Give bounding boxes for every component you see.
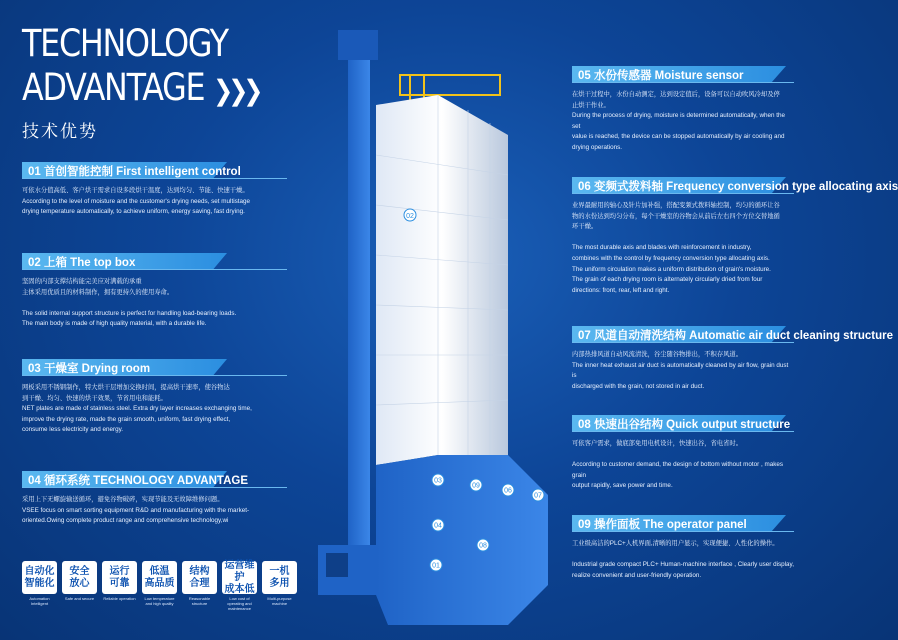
section-line	[572, 550, 794, 561]
marker-label: 06	[504, 487, 512, 495]
section-line: realize convenient and user-friendly operation.	[572, 571, 702, 579]
marker-label: 03	[434, 477, 442, 485]
section-line: value is reached, the device can be stopped automatically by air cooling and	[572, 133, 785, 141]
section-line: drying temperature automatically, to achieve uniform, energy saving, fast drying.	[22, 208, 245, 216]
badge-en: Reliable operation	[103, 596, 136, 601]
section-heading	[572, 415, 794, 432]
badge-cn-1: 一机	[269, 565, 290, 577]
section-line: 网板采用不锈钢制作，特大烘干层增加交换时间，提高烘干速率，使谷物达	[22, 384, 230, 391]
left-section-3	[22, 359, 287, 436]
badge-box	[22, 561, 57, 594]
section-heading-text: 02 上箱 The top box	[28, 256, 136, 269]
section-line: directions: front, rear, left and right.	[572, 286, 670, 294]
top-railing	[400, 75, 500, 95]
furnace-door	[326, 553, 348, 577]
right-section-3	[572, 326, 894, 392]
section-line: 可依客户需求，做底部免用电机设计，快速出谷，省电省时。	[572, 440, 743, 447]
right-section-4	[572, 415, 794, 492]
section-line: 内部热排风道自动风流清洗，谷尘随谷物排出，不积存风道。	[572, 351, 743, 358]
section-line: The most durable axis and blades with reinforcement in industry,	[572, 244, 752, 252]
section-line	[572, 450, 794, 461]
section-line: According to customer demand, the design of bottom without motor , makes grain	[572, 461, 784, 479]
marker-label: 09	[472, 482, 480, 490]
elevator-head	[338, 30, 378, 60]
section-line: The solid internal support structure is perfect for handling load-bearing loads.	[22, 309, 237, 317]
section-heading	[572, 326, 894, 343]
badge-cn-2: 智能化	[24, 577, 55, 589]
badge-en: Safe and secure	[64, 596, 95, 601]
section-heading	[22, 471, 287, 488]
section-body	[572, 539, 794, 581]
marker-label: 08	[479, 542, 487, 550]
section-heading-text: 04 循环系统 TECHNOLOGY ADVANTAGE	[28, 474, 249, 487]
section-heading	[22, 162, 287, 179]
left-section-1	[22, 162, 287, 218]
section-line: 坚固的内部支撑结构能完美应对满载的承重	[22, 278, 142, 285]
badge-box	[62, 561, 97, 594]
section-heading-text: 01 首创智能控制 First intelligent control	[28, 165, 241, 178]
section-line: 止烘干作业。	[572, 101, 610, 109]
section-heading-text: 03 干燥室 Drying room	[28, 362, 151, 375]
section-line: VSEE focus on smart sorting equipment R&D and manufacturing with the market-	[22, 506, 250, 514]
section-heading-text: 09 操作面板 The operator panel	[578, 518, 747, 531]
feature-badge	[142, 561, 177, 605]
section-line: 业界最耐用的轴心及针片加补强，搭配变频式拨料轴控制，均匀的循环让谷	[572, 202, 780, 209]
marker-label: 01	[432, 562, 440, 570]
right-section-1	[572, 66, 794, 154]
section-line: combines with the control by frequency conversion type allocating axis.	[572, 254, 770, 262]
section-line: 环干燥。	[572, 223, 598, 231]
section-line: The inner heat exhaust air duct is automatically cleaned by air flow, grain dust is	[572, 361, 789, 380]
section-body	[572, 350, 794, 392]
chevron-arrows-icon: ❯❯❯	[213, 74, 259, 107]
section-line: 物的水份达到均匀分布，每个干燥室的谷物会从前后左右四个方位交替地循	[572, 212, 780, 220]
title-line-1: TECHNOLOGY	[22, 22, 228, 65]
bucket-elevator	[348, 50, 370, 595]
badge-cn-1: 低温	[149, 565, 170, 577]
badge-box	[182, 561, 217, 594]
section-heading	[22, 253, 287, 270]
left-section-2	[22, 253, 287, 330]
section-line: NET plates are made of stainless steel. Extra dry layer increases exchanging time,	[22, 405, 252, 413]
badge-box	[102, 561, 137, 594]
badge-cn-2: 高品质	[144, 577, 175, 589]
section-heading	[572, 66, 794, 83]
feature-badge	[182, 561, 217, 605]
section-line: The uniform circulation makes a uniform distribution of grain's moisture.	[572, 265, 771, 273]
section-line	[572, 233, 794, 244]
section-heading	[572, 177, 898, 194]
badge-cn-1: 安全	[69, 565, 90, 577]
badge-cn-2: 可靠	[109, 577, 130, 589]
section-line: oriented.Owing complete product range and comprehensive technology,wi	[22, 517, 229, 525]
section-line: drying operations.	[572, 143, 623, 151]
section-line: 可依水分值高低、客户烘干需求自设多段烘干温度，达到均匀、节能、快速干燥。	[22, 187, 249, 194]
badge-en: Automation Intelligent	[29, 596, 50, 606]
title-line-2	[22, 66, 258, 113]
badge-en: Low cost of operating and maintenance	[227, 596, 252, 611]
badge-en: Multi-purpose machine	[267, 596, 292, 606]
section-line: According to the level of moisture and the customer's drying needs, set multistage	[22, 197, 251, 205]
section-heading-text: 08 快速出谷结构 Quick output structure	[578, 418, 791, 431]
section-heading-text: 05 水份传感器 Moisture sensor	[578, 69, 744, 82]
hopper-base	[376, 455, 548, 625]
section-line: output rapidly, save power and time.	[572, 482, 673, 490]
section-line: Industrial grade compact PLC+ Human-machine interface , Clearly user display,	[572, 561, 794, 569]
marker-label: 02	[406, 213, 414, 220]
badge-en: Low temperature and high quality	[144, 596, 175, 606]
section-body	[22, 277, 287, 330]
feature-badge	[62, 561, 97, 605]
section-heading	[572, 515, 794, 532]
section-line: discharged with the grain, not stored in air duct.	[572, 382, 705, 390]
section-heading	[22, 359, 287, 376]
section-heading-text: 07 风道自动清洗结构 Automatic air duct cleaning structure	[578, 329, 894, 342]
feature-badge	[222, 559, 257, 611]
badge-cn-2: 多用	[269, 577, 290, 589]
badge-box	[222, 561, 257, 594]
badge-box	[142, 561, 177, 594]
section-body	[22, 495, 287, 527]
grain-dryer-illustration	[318, 25, 558, 635]
marker-label: 07	[534, 492, 542, 500]
section-line: The main body is made of high quality material, with a durable life.	[22, 320, 207, 328]
section-line: 工业级高洁的PLC+人机界面,清晰的用户显示，实现便捷、人性化的操作。	[572, 540, 779, 547]
right-section-2	[572, 177, 898, 296]
section-body	[572, 90, 794, 154]
right-section-5	[572, 515, 794, 581]
badge-cn-1: 自动化	[24, 565, 55, 577]
badge-cn-2: 成本低	[224, 583, 255, 595]
feature-badges	[22, 559, 297, 611]
section-body	[572, 201, 794, 296]
title-line-2-text: ADVANTAGE	[22, 66, 205, 109]
feature-badge	[22, 561, 57, 605]
section-line: consume less electricity and energy.	[22, 426, 124, 434]
section-line: The grain of each drying room is alternately circularly dried from four	[572, 276, 763, 284]
badge-box	[262, 561, 297, 594]
hero-title	[22, 22, 297, 142]
feature-badge	[262, 561, 297, 605]
section-line: improve the drying rate, made the grain smooth, uniform, fast drying effect,	[22, 415, 231, 423]
section-line: 采用上下无螺旋输送循环，避免谷物破碎，实现节能及无故障维修问题。	[22, 496, 224, 503]
badge-cn-2: 放心	[69, 577, 90, 589]
badge-cn-1: 运行	[109, 565, 130, 577]
badge-cn-2: 合理	[189, 577, 210, 589]
feature-badge	[102, 561, 137, 605]
section-heading-text: 06 变频式拨料轴 Frequency conversion type allocating axis	[578, 180, 898, 193]
section-body	[22, 186, 287, 218]
badge-cn-1: 结构	[189, 565, 210, 577]
section-body	[572, 439, 794, 492]
left-section-4	[22, 471, 287, 527]
section-line: 在烘干过程中，水份自动测定，达到设定值后，设备可以自动吹风冷却及停	[572, 91, 780, 98]
drying-tower	[376, 95, 508, 465]
section-line: 主体采用优质且的材料制作，拥有更持久的使用寿命。	[22, 288, 174, 296]
section-line: 到干燥、均匀、快速的烘干效果，节省用电和能耗。	[22, 394, 167, 402]
badge-cn-1: 运营维护	[224, 559, 255, 583]
badge-en: Reasonable structure	[188, 596, 211, 606]
section-line	[22, 298, 287, 309]
marker-label: 04	[434, 522, 442, 530]
section-body	[22, 383, 287, 436]
title-chinese: 技术优势	[22, 122, 98, 141]
section-line: During the process of drying, moisture is determined automatically, when the set	[572, 112, 786, 130]
